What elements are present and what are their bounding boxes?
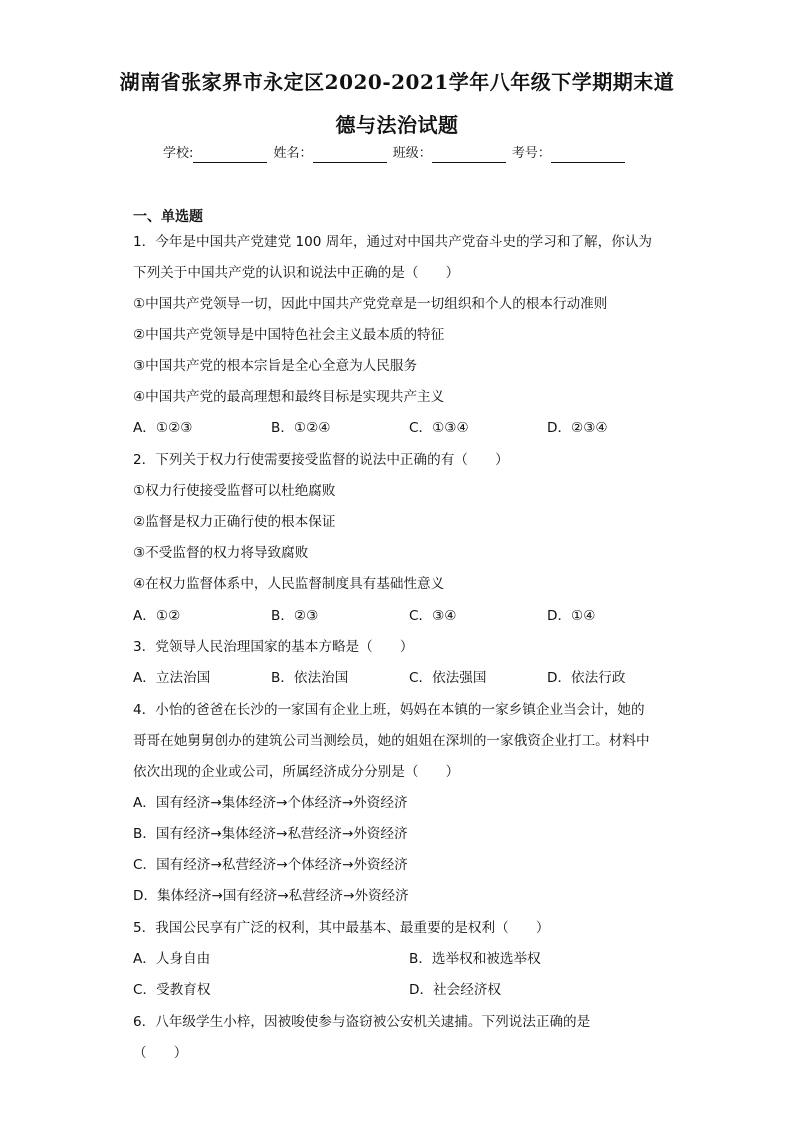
q5-option-c: C．受教育权 bbox=[133, 982, 211, 998]
q5-stem: 5．我国公民享有广泛的权利，其中最基本、最重要的是权利（ ） bbox=[133, 920, 550, 936]
class-label: 班级： bbox=[392, 146, 432, 161]
name-blank bbox=[313, 148, 387, 163]
q1-statement-4: ④中国共产党的最高理想和最终目标是实现共产主义 bbox=[133, 389, 445, 405]
q1-option-b: B．①②④ bbox=[271, 420, 331, 436]
q4-option-b: B．国有经济→集体经济→私营经济→外资经济 bbox=[133, 826, 408, 842]
q4-option-a: A．国有经济→集体经济→个体经济→外资经济 bbox=[133, 795, 408, 811]
q3-stem: 3．党领导人民治理国家的基本方略是（ ） bbox=[133, 639, 414, 655]
q1-statement-3: ③中国共产党的根本宗旨是全心全意为人民服务 bbox=[133, 358, 418, 374]
q4-stem-line-3: 依次出现的企业或公司，所属经济成分分别是（ ） bbox=[133, 764, 460, 780]
q4-stem-line-1: 4．小怡的爸爸在长沙的一家国有企业上班，妈妈在本镇的一家乡镇企业当会计，她的 bbox=[133, 702, 645, 718]
q4-option-c: C．国有经济→私营经济→个体经济→外资经济 bbox=[133, 857, 408, 873]
q1-stem-line-2: 下列关于中国共产党的认识和说法中正确的是（ ） bbox=[133, 265, 460, 281]
q2-statement-3: ③不受监督的权力将导致腐败 bbox=[133, 545, 309, 561]
q5-option-d: D．社会经济权 bbox=[409, 982, 502, 998]
name-label: 姓名： bbox=[273, 146, 313, 161]
q1-option-d: D．②③④ bbox=[547, 420, 608, 436]
q6-stem-line-2: （ ） bbox=[133, 1045, 188, 1061]
q1-statement-2: ②中国共产党领导是中国特色社会主义最本质的特征 bbox=[133, 327, 445, 343]
q1-option-c: C．①③④ bbox=[409, 420, 469, 436]
q4-option-d: D．集体经济→国有经济→私营经济→外资经济 bbox=[133, 888, 409, 904]
q2-option-b: B．②③ bbox=[271, 608, 319, 624]
number-label: 考号： bbox=[511, 146, 551, 161]
exam-title-line-1: 湖南省张家界市永定区2020-2021学年八年级下学期期末道 bbox=[119, 70, 675, 94]
q2-option-d: D．①④ bbox=[547, 608, 596, 624]
q2-option-a: A．①② bbox=[133, 608, 181, 624]
q1-stem-line-1: 1．今年是中国共产党建党 100 周年，通过对中国共产党奋斗史的学习和了解，你认为 bbox=[133, 234, 653, 250]
q5-option-a: A．人身自由 bbox=[133, 951, 211, 967]
school-blank bbox=[193, 148, 267, 163]
student-info-row bbox=[163, 145, 627, 163]
exam-title-line-2: 德与法治试题 bbox=[335, 113, 459, 137]
q3-option-c: C．依法强国 bbox=[409, 670, 487, 686]
q2-statement-4: ④在权力监督体系中，人民监督制度具有基础性意义 bbox=[133, 576, 445, 592]
q1-statement-1: ①中国共产党领导一切，因此中国共产党党章是一切组织和个人的根本行动准则 bbox=[133, 296, 608, 312]
q4-stem-line-2: 哥哥在她舅舅创办的建筑公司当测绘员，她的姐姐在深圳的一家俄资企业打工。材料中 bbox=[133, 733, 650, 749]
q3-option-b: B．依法治国 bbox=[271, 670, 349, 686]
q2-statement-2: ②监督是权力正确行使的根本保证 bbox=[133, 514, 336, 530]
q1-option-a: A．①②③ bbox=[133, 420, 193, 436]
q5-option-b: B．选举权和被选举权 bbox=[409, 951, 541, 967]
school-label: 学校: bbox=[163, 146, 194, 161]
q2-option-c: C．③④ bbox=[409, 608, 457, 624]
q2-stem: 2．下列关于权力行使需要接受监督的说法中正确的有（ ） bbox=[133, 452, 509, 468]
q6-stem-line-1: 6．八年级学生小梓，因被唆使参与盗窃被公安机关逮捕。下列说法正确的是 bbox=[133, 1014, 591, 1030]
q3-option-d: D．依法行政 bbox=[547, 670, 626, 686]
q2-statement-1: ①权力行使接受监督可以杜绝腐败 bbox=[133, 483, 336, 499]
section-heading: 一、单选题 bbox=[133, 209, 203, 225]
class-blank bbox=[432, 148, 506, 163]
number-blank bbox=[551, 148, 625, 163]
q3-option-a: A．立法治国 bbox=[133, 670, 211, 686]
